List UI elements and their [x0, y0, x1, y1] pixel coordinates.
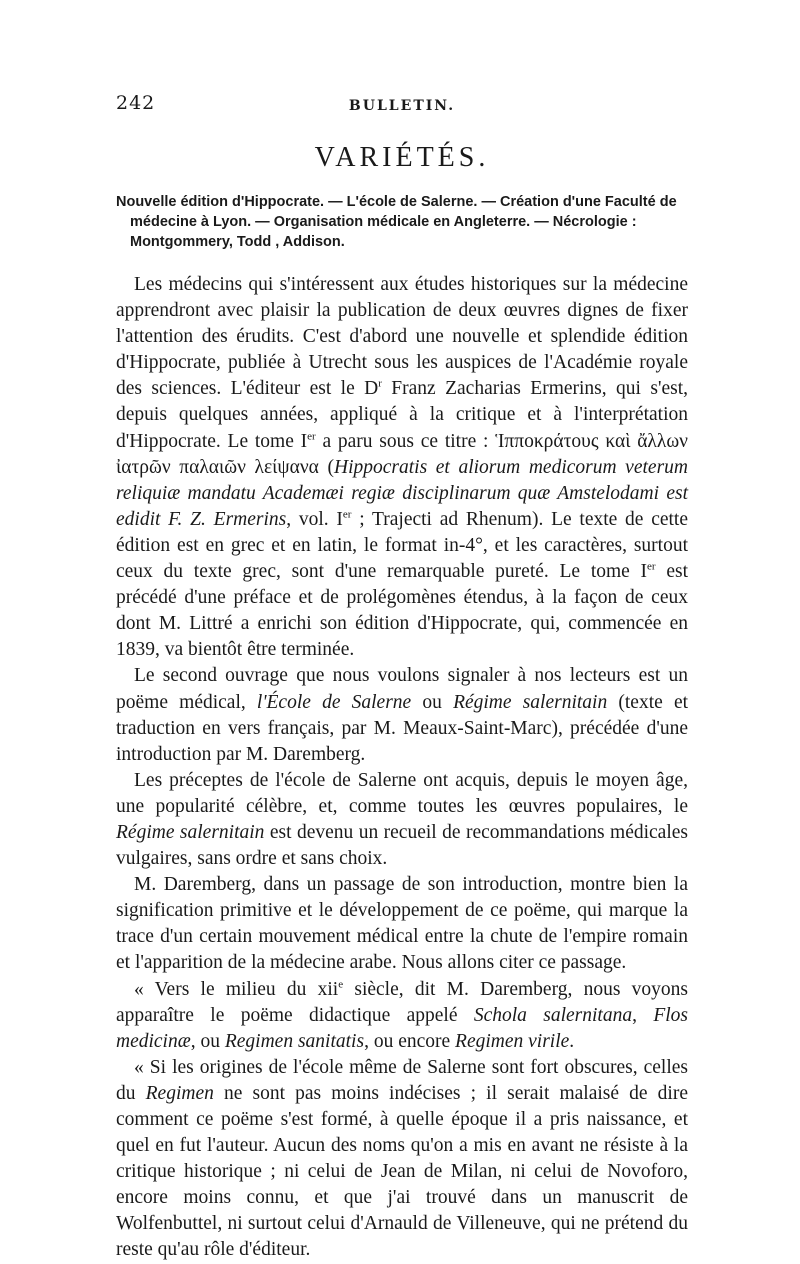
paragraph-preceptes: [116, 768, 688, 872]
work-title: l'École de Salerne: [256, 691, 412, 713]
text-run: « Si les origines de l'école même de Salerne sont fort obscures, celles du: [116, 1056, 688, 1104]
paragraph-hippocrate: [116, 272, 688, 663]
text-run: , vol. I: [286, 508, 343, 530]
article-body: [116, 272, 688, 1264]
text-run: est précédé d'une préface et de prolégomènes étendus, à la façon de ceux dont M. Littré a enrichi son édition d'Hippocrate, qui, commencée en 1839, va bientôt être terminée.: [116, 561, 688, 661]
text-run: .: [569, 1030, 575, 1052]
superscript: er: [342, 508, 352, 521]
latin-title: Hippocratis et aliorum medicorum veterum reliquiæ mandatu Academæi regiæ disciplinarum quæ Amstelodami est edidit F. Z. Ermerins: [116, 456, 688, 530]
work-title: Flos medicinæ: [116, 1004, 688, 1052]
page: [116, 92, 688, 1264]
text-run: , ou encore: [364, 1030, 456, 1052]
superscript: r: [378, 377, 382, 390]
paragraph-quote-1: [116, 977, 688, 1055]
text-run: Le second ouvrage que nous voulons signaler à nos lecteurs est un poëme médical,: [116, 665, 688, 713]
text-run: Franz Zacharias Ermerins, qui s'est, depuis quelques années, appliqué à la critique et à l'interprétation d'Hippocrate. Le tome I: [116, 378, 689, 452]
running-title: BULLETIN.: [348, 98, 456, 114]
superscript: er: [647, 560, 656, 573]
text-run: siècle, dit M. Daremberg, nous voyons apparaître le poëme didactique appelé: [116, 978, 689, 1026]
text-run: ,: [632, 1004, 654, 1026]
text-run: ; Trajecti ad Rhenum). Le texte de cette édition est en grec et en latin, le format in-4°, et les caractères, surtout ceux du texte grec, sont d'une remarquable pureté. Le tome I: [116, 508, 689, 583]
superscript: e: [338, 978, 344, 991]
text-run: est devenu un recueil de recommandations médicales vulgaires, sans ordre et sans choix.: [116, 821, 688, 870]
text-run: « Vers le milieu du xii: [134, 978, 339, 1000]
text-run: , ou: [190, 1030, 225, 1052]
work-title: Régime salernitain: [453, 691, 608, 713]
work-title: Regimen virile: [455, 1030, 570, 1052]
page-number: 242: [116, 92, 156, 114]
work-title: Schola salernitana: [473, 1004, 633, 1026]
work-title: Regimen: [145, 1082, 214, 1104]
section-title: VARIÉTÉS.: [314, 142, 490, 173]
work-title: Regimen sanitatis: [224, 1030, 365, 1052]
paragraph-salerne: [116, 663, 688, 767]
section-summary: Nouvelle édition d'Hippocrate. — L'école de Salerne. — Création d'une Faculté de médecine à Lyon. — Organisation médicale en Angleterre. — Nécrologie : Montgommery, Todd , Addison.: [116, 194, 677, 250]
paragraph-daremberg: M. Daremberg, dans un passage de son introduction, montre bien la signification primitive et le développement de ce poëme, qui marque la trace d'un certain mouvement médical entre la chute de l'empire romain et l'apparition de la médecine arabe. Nous allons citer ce passage.: [116, 874, 688, 974]
paragraph-quote-2: [116, 1055, 688, 1264]
text-run: Les médecins qui s'intéressent aux études historiques sur la médecine apprendront avec plaisir la publication de deux œuvres dignes de fixer l'attention des érudits. C'est d'abord une nouvelle et splendide édition d'Hippocrate, publiée à Utrecht sous les auspices de l'Académie royale des sciences. L'éditeur est le D: [116, 274, 688, 400]
text-run: ne sont pas moins indécises ; il serait malaisé de dire comment ce poëme s'est formé, à quelle époque il a pris naissance, et quel en fut l'auteur. Aucun des noms qu'on a mis en avant ne résiste à la critique historique ; ni celui de Jean de Milan, ni celui de Novoforo, encore moins connu, et que j'ai trouvé dans un manuscrit de Wolfenbuttel, ni surtout celui d'Arnauld de Villeneuve, qui ne prétend du reste qu'au rôle d'éditeur.: [116, 1082, 688, 1261]
text-run: Les préceptes de l'école de Salerne ont acquis, depuis le moyen âge, une popularité célèbre, et, comme toutes les œuvres populaires, le: [116, 769, 688, 817]
text-run: ou: [411, 691, 454, 713]
superscript: er: [307, 430, 316, 443]
work-title: Régime salernitain: [116, 821, 265, 843]
text-run: a paru sous ce titre : Ἱπποκράτους καὶ ἄλλων ἰατρῶν παλαιῶν λείψανα (: [116, 430, 688, 478]
text-run: (texte et traduction en vers français, par M. Meaux-Saint-Marc), précédée d'une introduction par M. Daremberg.: [116, 691, 689, 765]
